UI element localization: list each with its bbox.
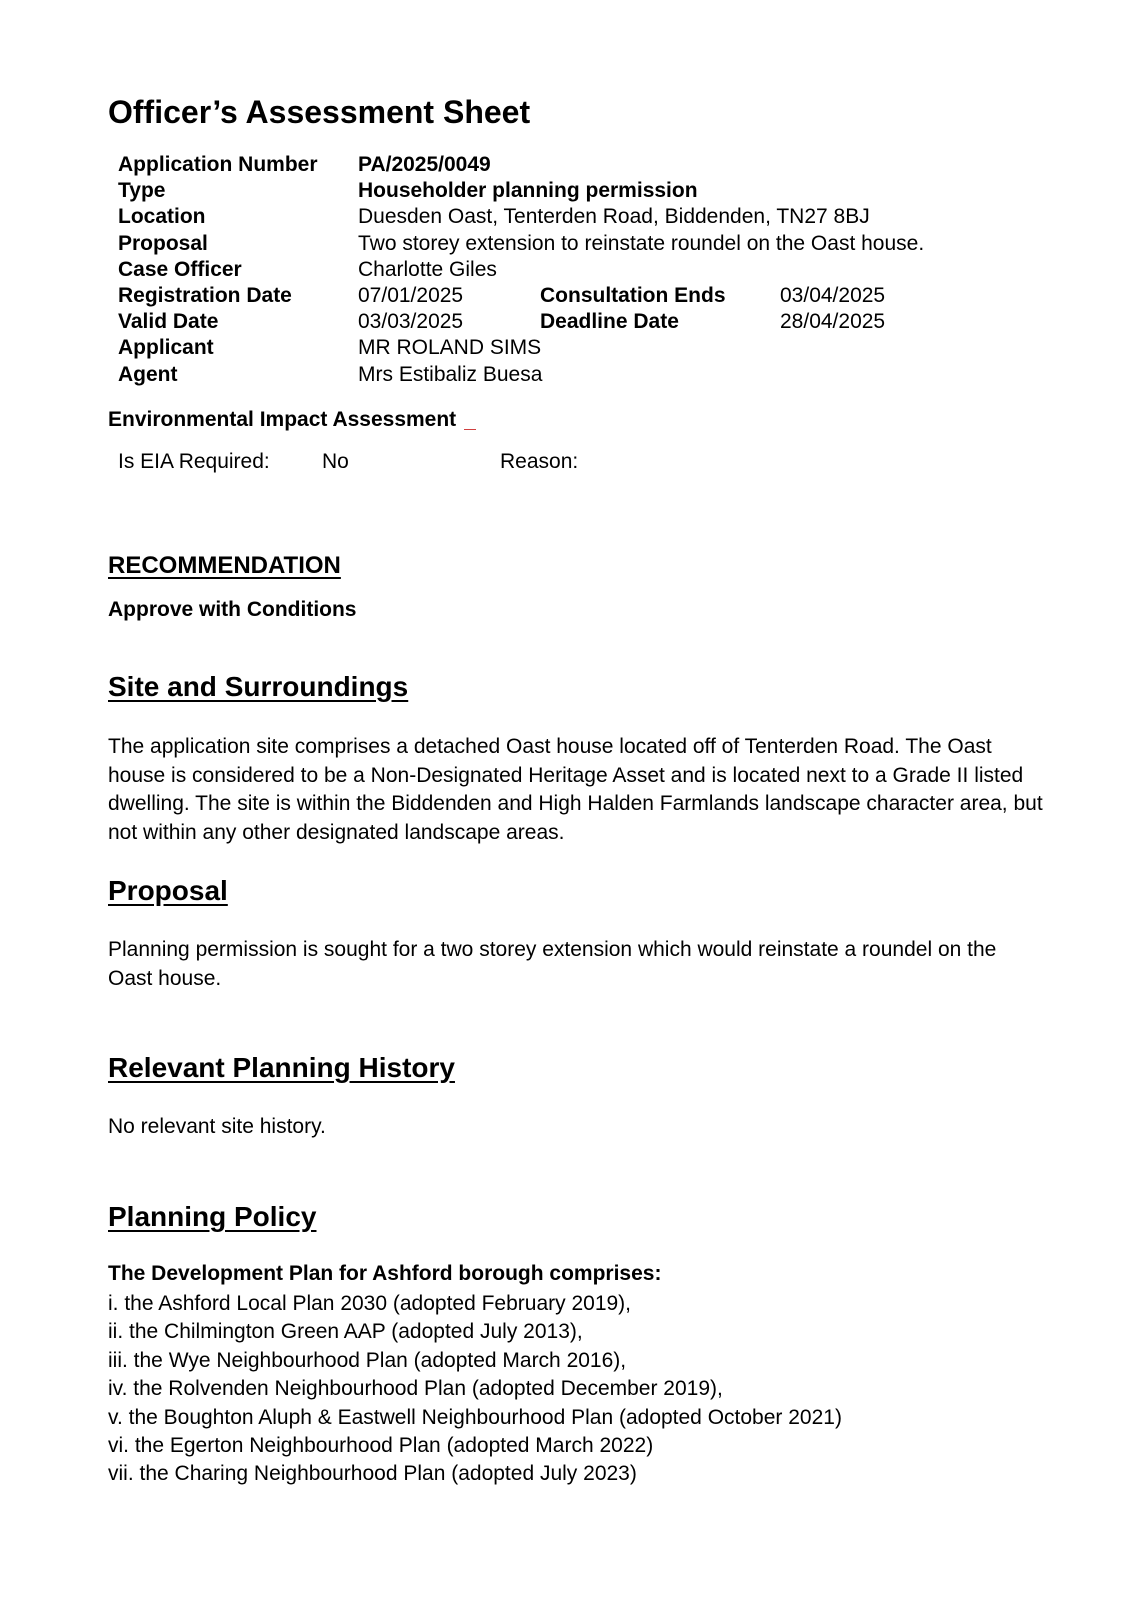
application-number-value: PA/2025/0049 <box>358 153 491 176</box>
policy-item: vi. the Egerton Neighbourhood Plan (adopted March 2022) <box>108 1434 654 1458</box>
policy-intro: The Development Plan for Ashford borough comprises: <box>108 1262 662 1285</box>
proposal-heading: Proposal <box>108 875 228 906</box>
application-number-label: Application Number <box>118 153 318 176</box>
agent-value: Mrs Estibaliz Buesa <box>358 362 543 386</box>
eia-required-label: Is EIA Required: <box>118 450 270 473</box>
registration-date-value: 07/01/2025 <box>358 283 464 307</box>
policy-item: ii. the Chilmington Green AAP (adopted July 2013), <box>108 1320 583 1344</box>
applicant-value: MR ROLAND SIMS <box>358 336 542 360</box>
policy-item: i. the Ashford Local Plan 2030 (adopted February 2019), <box>108 1292 632 1315</box>
site-heading: Site and Surroundings <box>108 671 409 702</box>
policy-item: vii. the Charing Neighbourhood Plan (adopted July 2023) <box>108 1462 637 1486</box>
registration-date-label: Registration Date <box>118 283 292 307</box>
policy-list <box>108 1290 842 1489</box>
agent-label: Agent <box>118 362 178 386</box>
case-officer-value: Charlotte Giles <box>358 257 497 281</box>
eia-heading-text: Environmental Impact Assessment <box>108 408 457 431</box>
type-label: Type <box>118 179 166 203</box>
valid-date-value: 03/03/2025 <box>358 310 464 334</box>
location-value: Duesden Oast, Tenterden Road, Biddenden, TN27 8BJ <box>358 205 870 229</box>
deadline-date-label: Deadline Date <box>540 310 679 334</box>
location-label: Location <box>118 205 206 229</box>
page-title: Officer’s Assessment Sheet <box>108 94 531 130</box>
consultation-ends-label: Consultation Ends <box>540 283 726 307</box>
policy-item: iii. the Wye Neighbourhood Plan (adopted March 2016), <box>108 1348 627 1372</box>
history-text: No relevant site history. <box>108 1115 326 1138</box>
proposal-label: Proposal <box>118 231 208 255</box>
policy-item: v. the Boughton Aluph & Eastwell Neighbourhood Plan (adopted October 2021) <box>108 1405 842 1429</box>
eia-comment-mark <box>464 429 476 430</box>
proposal-value: Two storey extension to reinstate roundel on the Oast house. <box>358 231 925 255</box>
policy-heading: Planning Policy <box>108 1201 317 1232</box>
applicant-label: Applicant <box>118 336 214 360</box>
deadline-date-value: 28/04/2025 <box>780 310 886 334</box>
history-heading: Relevant Planning History <box>108 1052 455 1083</box>
eia-heading <box>108 408 476 432</box>
policy-item: iv. the Rolvenden Neighbourhood Plan (adopted December 2019), <box>108 1377 723 1401</box>
type-value: Householder planning permission <box>358 179 698 203</box>
proposal-description: Planning permission is sought for a two storey extension which would reinstate a roundel on the Oast house. <box>108 938 997 990</box>
case-officer-label: Case Officer <box>118 257 242 281</box>
site-description: The application site comprises a detached Oast house located off of Tenterden Road. The Oast house is considered to be a Non-Designated Heritage Asset and is located next to a Grade II listed dwelling. The site is within the Biddenden and High Halden Farmlands landscape character area, but not within any other designated landscape areas. <box>108 735 1043 844</box>
consultation-ends-value: 03/04/2025 <box>780 283 886 307</box>
eia-reason-label: Reason: <box>500 450 579 473</box>
recommendation-text: Approve with Conditions <box>108 598 357 621</box>
recommendation-heading: RECOMMENDATION <box>108 552 341 579</box>
valid-date-label: Valid Date <box>118 310 219 334</box>
eia-required-value: No <box>322 450 349 473</box>
